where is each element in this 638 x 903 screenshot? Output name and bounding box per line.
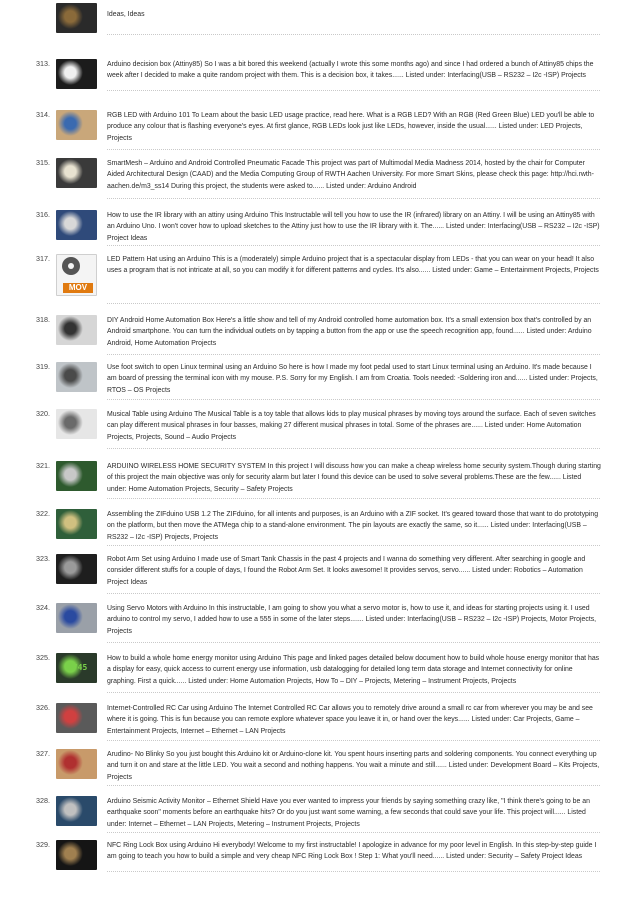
entry-text[interactable]: Using Servo Motors with Arduino In this instructable, I am going to show you what a servo motor is, how to use it, and ideas for starting projects using it. I used arduino to control my servo, I added how to use a 555 in some of the later steps....... Listed under: Interfacing(USB – RS232 – I2c -ISP) Projects, Motor Projects, Projects	[107, 605, 597, 635]
divider	[107, 303, 600, 304]
entry-number: 326.	[36, 703, 50, 712]
photo-smartmesh-facade[interactable]	[56, 158, 97, 188]
divider	[107, 871, 600, 872]
entry-text[interactable]: DIY Android Home Automation Box Here's a little show and tell of my Android controlled home automation box. It's a small extension box that's controlled by an Android smartphone. You can turn the individual outlets on by tapping a button from the app or use the speech recognition app, found...... Listed under: Arduino Android, Home Automation Projects	[107, 317, 592, 347]
entry-text[interactable]: RGB LED with Arduino 101 To Learn about the basic LED usage practice, read here. What is a RGB LED? With an RGB (Red Green Blue) LED you'll be able to produce any colour that is flashing everyone's eyes. At first glance, RGB LEDs look just like LEDs, however, inside the usual...... Listed under: LED Projects, Projects	[107, 112, 595, 142]
thumbnail-digits: 2745	[68, 663, 88, 672]
entry-number: 321.	[36, 461, 50, 470]
photo-arduino-boards[interactable]	[56, 3, 97, 33]
photo-decision-box[interactable]	[56, 59, 97, 89]
entry-number: 320.	[36, 409, 50, 418]
photo-rgb-led[interactable]	[56, 110, 97, 140]
divider	[107, 245, 600, 246]
divider	[107, 642, 600, 643]
entry-number: 316.	[36, 210, 50, 219]
photo-ir-attiny[interactable]	[56, 210, 97, 240]
entry-text[interactable]: Use foot switch to open Linux terminal using an Arduino So here is how I made my foot pedal used to start Linux terminal using an Arduino. It's made because I am board of pressing the terminal icon with my mouse. P.S. Sorry for my English. I am from Croatia. Tools needed: -Soldering iron and...... Listed under: Projects, RTOS – OS Projects	[107, 364, 598, 394]
entry-text[interactable]: ARDUINO WIRELESS HOME SECURITY SYSTEM In this project I will discuss how you can make a cheap wireless home security system.Though during starting of this project the main objective was only for security alarm but later I found this device can be used to solve several problems.These are the few...... Listed under: Home Automation Projects, Security – Safety Projects	[107, 463, 601, 493]
divider	[107, 740, 600, 741]
entry-number: 329.	[36, 840, 50, 849]
photo-nfc-lock-box[interactable]	[56, 840, 97, 870]
entry-number: 328.	[36, 796, 50, 805]
photo-musical-table[interactable]	[56, 409, 97, 439]
entry-number: 315.	[36, 158, 50, 167]
entry-text[interactable]: Musical Table using Arduino The Musical Table is a toy table that allows kids to play musical phrases by moving toys around the surface. Each of seven switches can play different musical phrases in four basses, making 27 different musical phrases in total. Some of the phrases are...... Listed under: Home Automation Projects, Projects, Sound – Audio Projects	[107, 411, 596, 441]
entry-text[interactable]: Robot Arm Set using Arduino I made use of Smart Tank Chassis in the past 4 projects and I wanna do something very different. After searching in google and consider different stuffs for a couple of days, I found the Robot Arm Set. It looks awesome! It provides servos, servo...... Listed under: Robotics – Automation Project Ideas	[107, 556, 586, 586]
photo-servo-motor[interactable]	[56, 603, 97, 633]
entry-number: 319.	[36, 362, 50, 371]
entry-text[interactable]: Arudino- No Blinky So you just bought this Arduino kit or Arduino-clone kit. You spent hours inserting parts and soldering components. You connect everything up and turn it on and stare at the little LED. You wait a second and nothing happens. You wait a minute and still...... Listed under: Development Board – Kits Projects, Projects	[107, 751, 600, 781]
entry-text[interactable]: Arduino Seismic Activity Monitor – Ethernet Shield Have you ever wanted to impress your friends by saying something crazy like, "I think there's going to be an earthquake soon" moments before an earthquake hits? Or do you just want some warning, a few seconds that could save your life. This project will...... Listed under: Internet – Ethernet – LAN Projects, Metering – Instrument Projects, Projects	[107, 798, 590, 828]
photo-foot-switch[interactable]	[56, 362, 97, 392]
photo-security-board[interactable]	[56, 461, 97, 491]
divider	[107, 399, 600, 400]
entry-text[interactable]: Arduino decision box (Attiny85) So I was a bit bored this weekend (actually I wrote this some months ago) and since I had ordered a bunch of Attiny85 chips the week after I decided to make a quite random project with them. This is a decision box, it takes...... Listed under: Interfacing(USB – RS232 – I2c -ISP) Projects	[107, 61, 594, 80]
photo-energy-monitor[interactable]	[56, 653, 97, 683]
mov-label: MOV	[63, 283, 93, 293]
entry-number: 318.	[36, 315, 50, 324]
film-reel-icon	[62, 257, 80, 275]
divider	[107, 448, 600, 449]
divider	[107, 832, 600, 833]
photo-zifduino[interactable]	[56, 509, 97, 539]
photo-automation-box[interactable]	[56, 315, 97, 345]
divider	[107, 593, 600, 594]
entry-text[interactable]: How to build a whole home energy monitor using Arduino This page and linked pages detailed below document how to build whole house energy monitor that has a display for easy, quick access to current energy use information, usb datalogging for detailed long term data storage and Internet connectivity for online graphing. First a quick...... Listed under: Home Automation Projects, How To – DIY – Projects, Metering – Instrument Projects, Projects	[107, 655, 600, 685]
photo-arduino-kit[interactable]	[56, 749, 97, 779]
mov-file-icon[interactable]	[56, 254, 97, 296]
divider	[107, 354, 600, 355]
entry-number: 323.	[36, 554, 50, 563]
entry-text[interactable]: SmartMesh – Arduino and Android Controlled Pneumatic Facade This project was part of Multimodal Media Madness 2014, hosted by the chair for Computer Aided Architectural Design (CAAD) and the Media Computing Group of RWTH Aachen University. For more Smart Skins, please check this page: http://hci.rwth-aachen.de/m3_ss14 During this project, the students were asked to...... Listed under: Arduino Android	[107, 160, 594, 190]
entry-number: 317.	[36, 254, 50, 263]
divider	[107, 149, 600, 150]
divider	[107, 198, 600, 199]
entry-text[interactable]: Ideas, Ideas	[107, 11, 145, 18]
divider	[107, 785, 600, 786]
photo-robot-arm[interactable]	[56, 554, 97, 584]
entry-number: 324.	[36, 603, 50, 612]
entry-text[interactable]: How to use the IR library with an attiny using Arduino This Instructable will tell you how to use the IR (infrared) library on an Attiny. I will be using an Attiny85 with an Arduino Uno. I won't cover how to upload sketches to the Attiny just how to use the IR library with it. The...... Listed under: Interfacing(USB – RS232 – I2c -ISP) Project Ideas	[107, 212, 600, 242]
divider	[107, 498, 600, 499]
divider	[107, 90, 600, 91]
entry-number: 322.	[36, 509, 50, 518]
entry-number: 313.	[36, 59, 50, 68]
entry-text[interactable]: NFC Ring Lock Box using Arduino Hi everybody! Welcome to my first instructable! I apologize in advance for my poor level in English. In this step-by-step guide I am going to teach you how to build a simple and very cheap NFC Ring Lock Box ! Step 1: What you'll need...... Listed under: Security – Safety Project Ideas	[107, 842, 597, 861]
entry-text[interactable]: Assembling the ZIFduino USB 1.2 The ZIFduino, for all intents and purposes, is an Arduino with a ZIF socket. It's geared toward those that want to do prototyping on the platform, but then move the ATMega chip to a stand-alone environment. The pin layouts are exactly the same, so it...... Listed under: Interfacing(USB – RS232 – I2c -ISP) Projects, Projects	[107, 511, 599, 541]
divider	[107, 692, 600, 693]
entry-text[interactable]: Internet-Controlled RC Car using Arduino The Internet Controlled RC Car allows you to remotely drive around a small rc car from wherever you may be and see where it is going. This is fun because you can remote explore whatever space you leave it in, or hand over the keys...... Listed under: Car Projects, Game – Entertainment Projects, Internet – Ethernet – LAN Projects	[107, 705, 593, 735]
entry-text[interactable]: LED Pattern Hat using an Arduino This is a (moderately) simple Arduino project that is a spectacular display from LEDs - that you can wear on your head! It also uses a program that is not intricate at all, so you can modify it for different patterns and cycles. It's also...... Listed under: Game – Entertainment Projects, Projects	[107, 256, 599, 275]
entry-number: 327.	[36, 749, 50, 758]
photo-rc-car[interactable]	[56, 703, 97, 733]
entry-number: 325.	[36, 653, 50, 662]
divider	[107, 545, 600, 546]
divider	[107, 34, 600, 35]
photo-seismic-monitor[interactable]	[56, 796, 97, 826]
entry-number: 314.	[36, 110, 50, 119]
